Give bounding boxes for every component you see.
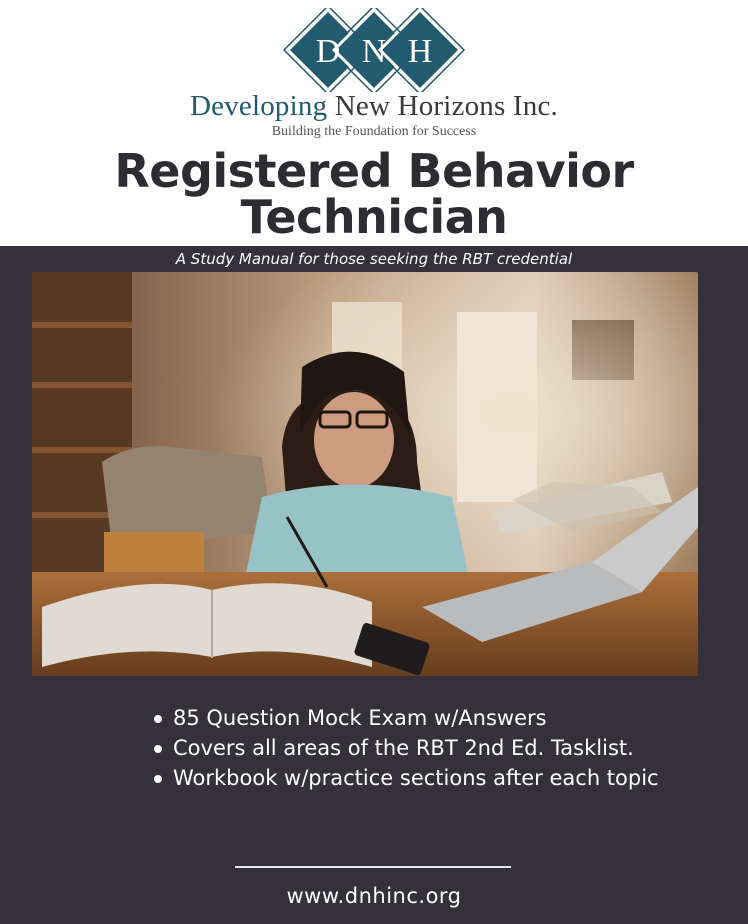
list-item: 85 Question Mock Exam w/Answers xyxy=(150,706,670,731)
logo-letter-n: N xyxy=(361,33,387,70)
company-tagline: Building the Foundation for Success xyxy=(271,124,477,139)
dnh-logo xyxy=(282,8,466,92)
study-photo xyxy=(32,272,698,676)
list-item: Workbook w/practice sections after each topic xyxy=(150,766,670,791)
logo-letter-d: D xyxy=(315,33,341,70)
divider xyxy=(235,866,511,868)
company-name xyxy=(0,90,748,123)
page-title xyxy=(0,144,748,244)
title-line-1: Registered Behavior xyxy=(114,144,634,198)
logo-letter-h: H xyxy=(407,33,433,70)
company-name-first: Developing xyxy=(189,90,328,122)
website-url: www.dnhinc.org xyxy=(286,884,462,908)
cover-header xyxy=(0,0,748,246)
list-item: Covers all areas of the RBT 2nd Ed. Tasklist. xyxy=(150,736,670,761)
company-name-rest: New Horizons Inc. xyxy=(327,90,558,122)
feature-list xyxy=(150,706,670,796)
subtitle: A Study Manual for those seeking the RBT credential xyxy=(175,250,573,268)
title-line-2: Technician xyxy=(240,190,508,244)
